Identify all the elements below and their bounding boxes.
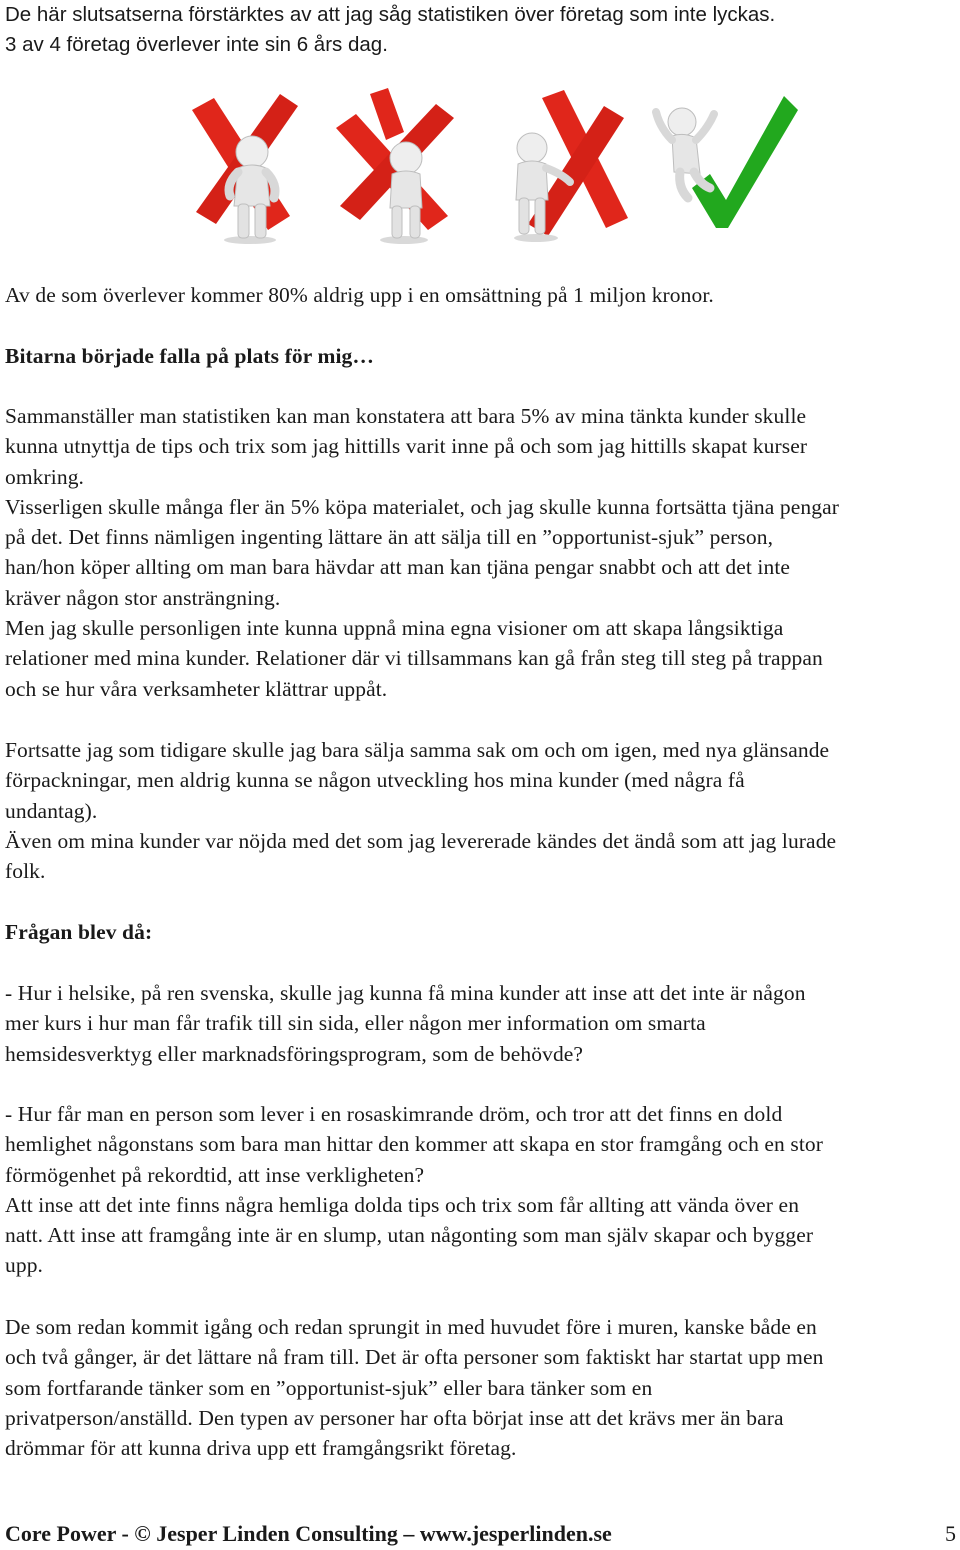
text-line: privatperson/anställd. Den typen av personer har ofta börjat inse att det krävs mer än bara: [5, 1405, 784, 1430]
text-line: natt. Att inse att framgång inte är en slump, utan någonting som man själv skapar och bygger: [5, 1223, 814, 1248]
intro-line-1: De här slutsatserna förstärktes av att jag såg statistiken över företag som inte lyckas.: [5, 3, 776, 26]
paragraph-continue: [5, 735, 957, 886]
text-line: kunna utnyttja de tips och trix som jag hittills varit inne på och som jag hittills skapat kurser: [5, 434, 808, 459]
paragraph-statistics: [5, 401, 957, 704]
text-line: kräver någon stor ansträngning.: [5, 585, 281, 610]
text-line: på det. Det finns nämligen ingenting lättare än att sälja till en ”opportunist-sjuk” person,: [5, 525, 774, 550]
text-line: folk.: [5, 859, 46, 884]
heading-question: Frågan blev då:: [5, 920, 153, 944]
paragraph-closing: [5, 1312, 957, 1463]
intro-text: [5, 0, 957, 60]
footer-text: Core Power - © Jesper Linden Consulting – www.jesperlinden.se: [5, 1521, 612, 1546]
red-cross-icon: [180, 88, 310, 248]
survival-illustration: [180, 88, 800, 250]
text-line: De som redan kommit igång och redan sprungit in med huvudet före i muren, kanske både en: [5, 1315, 817, 1339]
text-line: och två gånger, är det lättare nå fram till. Det är ofta personer som faktiskt har startat upp men: [5, 1345, 824, 1370]
text-line: upp.: [5, 1253, 44, 1278]
text-line: Fortsatte jag som tidigare skulle jag bara sälja samma sak om och om igen, med nya glänsande: [5, 738, 830, 762]
red-cross-icon: [492, 88, 632, 248]
stat-line: Av de som överlever kommer 80% aldrig upp i en omsättning på 1 miljon kronor.: [5, 283, 714, 307]
text-line: Visserligen skulle många fler än 5% köpa materialet, och jag skulle kunna fortsätta tjäna pengar: [5, 494, 839, 519]
text-line: - Hur i helsike, på ren svenska, skulle jag kunna få mina kunder att inse att det inte är någon: [5, 981, 806, 1005]
text-line: Att inse att det inte finns några hemliga dolda tips och trix som får allting att vända över en: [5, 1192, 800, 1217]
question-1: [5, 978, 957, 1069]
text-line: Sammanställer man statistiken kan man konstatera att bara 5% av mina tänkta kunder skulle: [5, 404, 807, 428]
text-line: Även om mina kunder var nöjda med det som jag levererade kändes det ändå som att jag lurade: [5, 828, 837, 853]
section-heading: [5, 341, 957, 371]
text-line: hemsidesverktyg eller marknadsföringsprogram, som de behövde?: [5, 1041, 584, 1066]
intro-line-2: 3 av 4 företag överlever inte sin 6 års dag.: [5, 33, 388, 56]
heading-pieces-falling: Bitarna började falla på plats för mig…: [5, 344, 375, 368]
green-check-icon: [652, 88, 800, 248]
text-line: som fortfarande tänker som en ”opportunist-sjuk” eller bara tänker som en: [5, 1375, 653, 1400]
text-line: mer kurs i hur man får trafik till sin sida, eller någon mer information om smarta: [5, 1011, 706, 1036]
text-line: förpackningar, men aldrig kunna se någon utveckling hos mina kunder (med några få: [5, 768, 745, 793]
text-line: - Hur får man en person som lever i en rosaskimrande dröm, och tror att det finns en dold: [5, 1102, 783, 1126]
text-line: relationer med mina kunder. Relationer där vi tillsammans kan gå från steg till steg på trappan: [5, 646, 823, 671]
red-cross-icon: [330, 88, 465, 248]
text-line: hemlighet någonstans som bara man hittar den kommer att skapa en stor framgång och en stor: [5, 1132, 824, 1157]
text-line: omkring.: [5, 464, 85, 489]
text-line: han/hon köper allting om man bara hävdar att man kan tjäna pengar snabbt och att det inte: [5, 555, 791, 580]
text-line: förmögenhet på rekordtid, att inse verkligheten?: [5, 1162, 425, 1187]
question-2: [5, 1099, 957, 1281]
stat-paragraph: [5, 280, 957, 310]
text-line: Men jag skulle personligen inte kunna uppnå mina egna visioner om att skapa långsiktiga: [5, 616, 784, 641]
text-line: drömmar för att kunna driva upp ett framgångsrikt företag.: [5, 1436, 517, 1461]
page-footer: [5, 1518, 960, 1550]
text-line: undantag).: [5, 798, 98, 823]
page-number: 5: [945, 1521, 956, 1546]
text-line: och se hur våra verksamheter klättrar uppåt.: [5, 676, 388, 701]
question-heading: [5, 917, 957, 947]
